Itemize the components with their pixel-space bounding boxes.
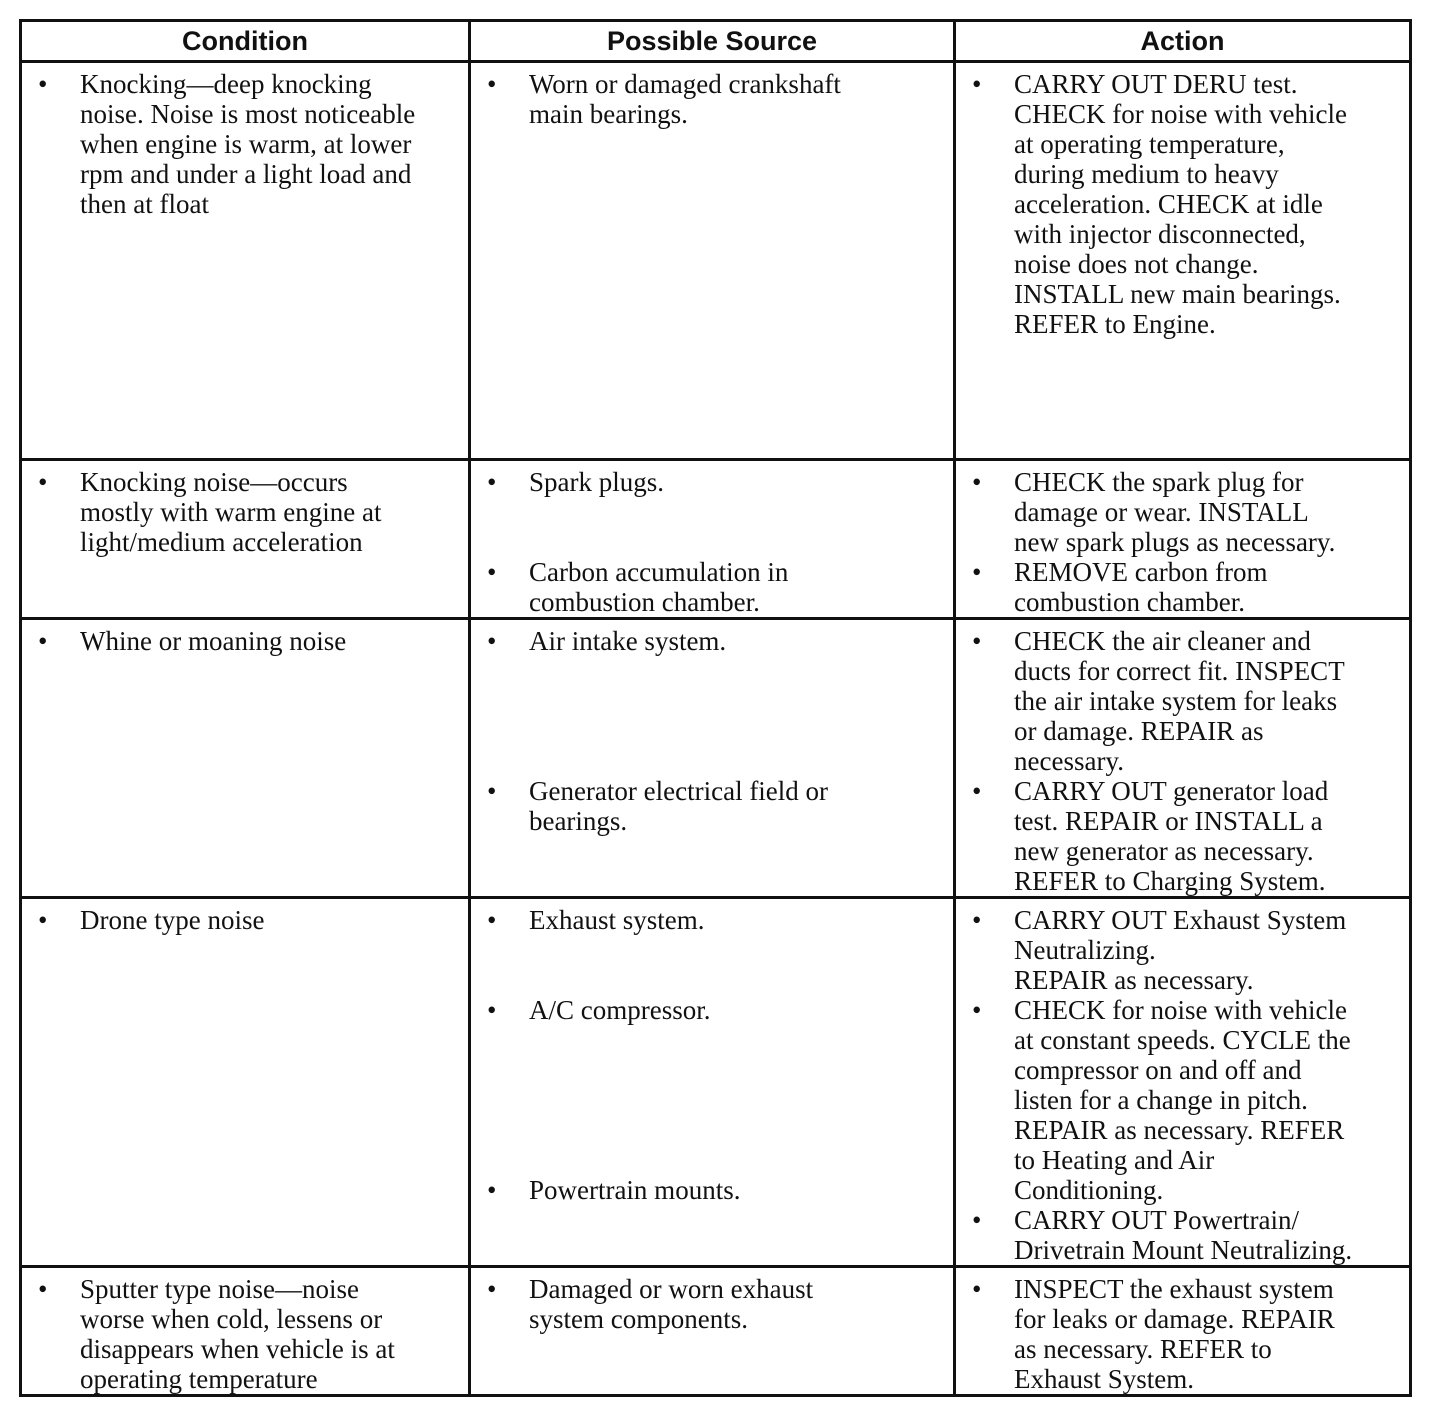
action-cell	[955, 1267, 1411, 1396]
action-text: CHECK the air cleaner and ducts for correct fit. INSPECT the air intake system for leaks or damage. REPAIR as necessary.	[1014, 626, 1345, 776]
source-text: Spark plugs.	[528, 467, 664, 497]
source-text: A/C compressor.	[528, 995, 711, 1025]
action-text: CARRY OUT Powertrain/ Drivetrain Mount Neutralizing.	[1014, 1205, 1353, 1265]
bullet-icon: •	[38, 905, 48, 935]
condition-text: Sputter type noise—noise worse when cold, lessens or disappears when vehicle is at operating temperature	[80, 1274, 395, 1394]
bullet-icon: •	[486, 467, 497, 497]
table-row	[21, 460, 1411, 619]
table-row	[21, 62, 1411, 460]
bullet-icon: •	[486, 626, 497, 656]
action-text: INSPECT the exhaust system for leaks or damage. REPAIR as necessary. REFER to Exhaust System.	[1014, 1274, 1335, 1394]
bullet-icon: •	[486, 557, 497, 587]
bullet-icon: •	[972, 905, 982, 935]
action-text: REMOVE carbon from combustion chamber.	[1014, 557, 1268, 617]
action-text: CARRY OUT generator load test. REPAIR or INSTALL a new generator as necessary. REFER to Charging System.	[1014, 776, 1329, 896]
table-row	[21, 619, 1411, 898]
condition-cell	[21, 460, 470, 619]
condition-text: Knocking—deep knocking noise. Noise is most noticeable when engine is warm, at lower rpm and under a light load and then at float	[80, 69, 416, 219]
action-cell	[955, 460, 1411, 619]
source-text: Carbon accumulation in combustion chamber.	[528, 557, 789, 617]
header-row	[21, 21, 1411, 62]
source-cell	[469, 1267, 954, 1396]
bullet-icon: •	[486, 1274, 497, 1304]
source-text: Powertrain mounts.	[528, 1175, 741, 1205]
source-text: Generator electrical field or bearings.	[528, 776, 829, 836]
action-text: CARRY OUT Exhaust System Neutralizing. REPAIR as necessary.	[1014, 905, 1347, 995]
source-cell	[469, 898, 954, 1267]
source-text: Damaged or worn exhaust system components.	[528, 1274, 814, 1334]
bullet-icon: •	[972, 557, 982, 587]
bullet-icon: •	[486, 776, 497, 806]
bullet-icon: •	[972, 776, 982, 806]
source-text: Worn or damaged crankshaft main bearings.	[528, 69, 841, 129]
bullet-icon: •	[38, 467, 48, 497]
bullet-icon: •	[972, 467, 982, 497]
bullet-icon: •	[486, 69, 497, 99]
condition-text: Knocking noise—occurs mostly with warm engine at light/medium acceleration	[80, 467, 382, 557]
bullet-icon: •	[486, 905, 497, 935]
header-action: Action	[955, 21, 1411, 62]
source-text: Exhaust system.	[528, 905, 705, 935]
bullet-icon: •	[972, 69, 982, 99]
condition-cell	[21, 898, 470, 1267]
bullet-icon: •	[486, 995, 497, 1025]
bullet-icon: •	[486, 1175, 497, 1205]
source-cell	[469, 62, 954, 460]
diagnosis-table	[19, 19, 1412, 1397]
bullet-icon: •	[972, 995, 982, 1025]
table-row	[21, 1267, 1411, 1396]
condition-cell	[21, 1267, 470, 1396]
condition-text: Drone type noise	[80, 905, 265, 935]
action-cell	[955, 62, 1411, 460]
condition-text: Whine or moaning noise	[80, 626, 347, 656]
source-text: Air intake system.	[528, 626, 727, 656]
bullet-icon: •	[972, 626, 982, 656]
source-cell	[469, 460, 954, 619]
action-cell	[955, 898, 1411, 1267]
bullet-icon: •	[972, 1274, 982, 1304]
condition-cell	[21, 62, 470, 460]
action-cell	[955, 619, 1411, 898]
condition-cell	[21, 619, 470, 898]
header-possible-source: Possible Source	[469, 21, 954, 62]
bullet-icon: •	[38, 69, 48, 99]
table-row	[21, 898, 1411, 1267]
bullet-icon: •	[972, 1205, 982, 1235]
action-text: CHECK the spark plug for damage or wear. INSTALL new spark plugs as necessary.	[1014, 467, 1336, 557]
action-text: CHECK for noise with vehicle at constant speeds. CYCLE the compressor on and off and listen for a change in pitch. REPAIR as necessary. REFER to Heating and Air Conditioning.	[1014, 995, 1351, 1205]
bullet-icon: •	[38, 626, 48, 656]
header-condition: Condition	[21, 21, 470, 62]
source-cell	[469, 619, 954, 898]
action-text: CARRY OUT DERU test. CHECK for noise with vehicle at operating temperature, during medium to heavy acceleration. CHECK at idle with injector disconnected, noise does not change. INSTALL new main bearings. REFER to Engine.	[1014, 69, 1347, 339]
bullet-icon: •	[38, 1274, 48, 1304]
